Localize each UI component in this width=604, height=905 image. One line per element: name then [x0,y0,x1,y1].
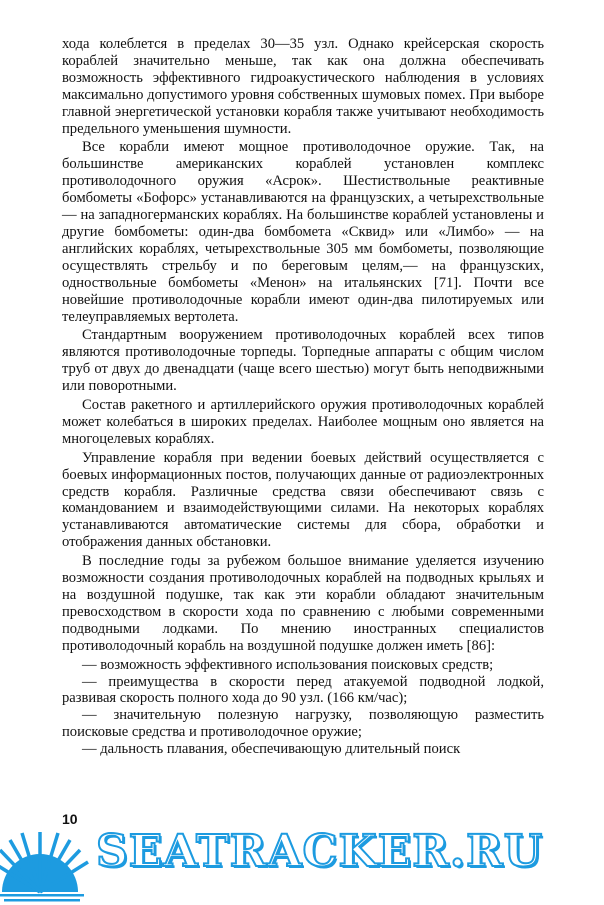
paragraph: Управление корабля при ведении боевых действий осуществляется с боевых информационных постов, получающих данные от радиоэлектронных средств корабля. Различные средства связи обеспечивают связь с командованием и взаимодействующими силами. На некоторых кораблях устанавливаются автоматические системы для сбора, обработки и отображения данных обстановки. [62,449,544,551]
list-item: — преимущества в скорости перед атакуемой подводной лодкой, развивая скорость полного хода до 90 узл. (166 км/час); [62,673,544,707]
list-item: — возможность эффективного использования поисковых средств; [82,656,494,673]
page-number: 10 [62,811,78,827]
paragraph: хода колеблется в пределах 30—35 узл. Однако крейсерская скорость кораблей значительно меньше, так как она должна обеспечивать возможность эффективного гидроакустического наблюдения в условиях максимально допустимого уровня собственных шумовых помех. При выборе главной энергетической установки корабля также учитывают необходимость предельного уменьшения шумности. [62,36,544,137]
list-item: — значительную полезную нагрузку, позволяющую разместить поисковые средства и противолодочное оружие; [62,707,544,741]
body-text [62,36,544,758]
waves-icon [0,894,84,902]
sun-icon [0,832,88,892]
paragraph: В последние годы за рубежом большое внимание уделяется изучению возможности создания противолодочных кораблей на подводных крыльях и на воздушной подушке, так как эти корабли обладают значительным превосходством в скорости хода по сравнению с любыми современными подводными лодками. По мнению иностранных специалистов противолодочный корабль на воздушной подушке должен иметь [86]: [62,553,544,654]
paragraph: Состав ракетного и артиллерийского оружия противолодочных кораблей может колебаться в широких пределах. Наиболее мощным оно является на многоцелевых кораблях. [62,397,544,447]
watermark-text: SEATRACKER.RU [96,826,544,877]
paragraph: Стандартным вооружением противолодочных кораблей всех типов являются противолодочные торпеды. Торпедные аппараты с общим числом труб от двух до двенадцати (чаще всего шестью) могут быть неподвижными или поворотными. [62,327,544,395]
list-item: — дальность плавания, обеспечивающую длительный поиск [82,741,461,758]
paragraph: Все корабли имеют мощное противолодочное оружие. Так, на большинстве американских кораблей установлен комплекс противолодочного оружия «Асрок». Шестиствольные реактивные бомбометы «Бофорс» устанавливаются на французских, а четырехствольные — на западногерманских кораблях. На большинстве кораблей установлены и другие бомбометы: один-два бомбомета «Сквид» или «Лимбо» — на английских кораблях, четырехствольные 305 мм бомбометы, позволяющие осуществлять стрельбу и по береговым целям,— на французских, одноствольные бомбометы «Менон» на итальянских [71]. Почти все новейшие противолодочные корабли имеют один-два пилотируемых или телеуправляемых вертолета. [62,139,544,325]
